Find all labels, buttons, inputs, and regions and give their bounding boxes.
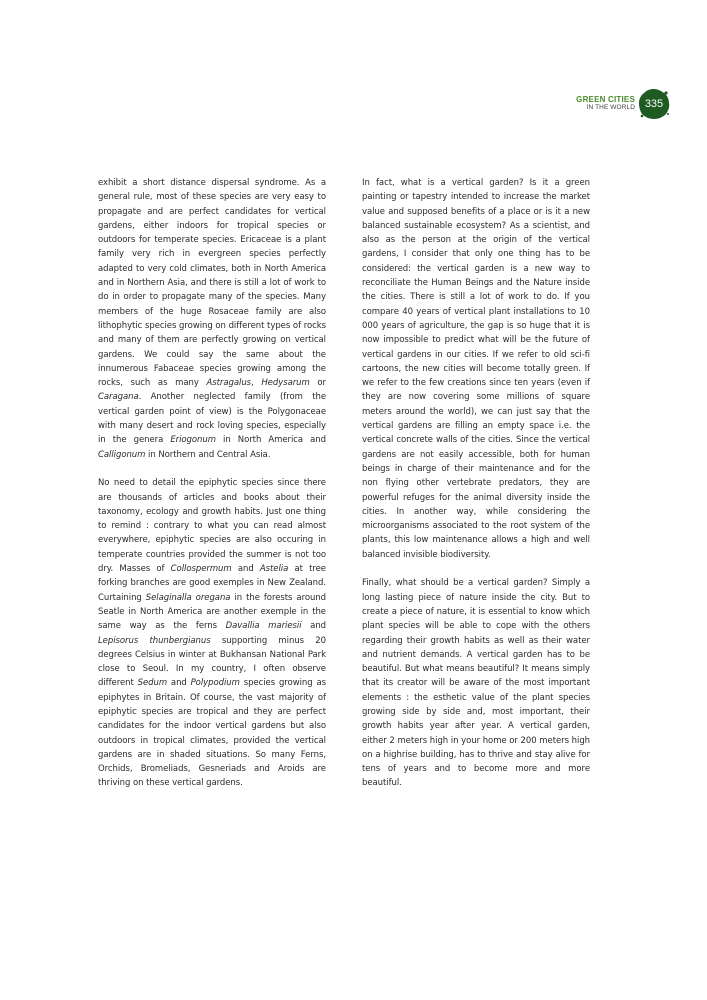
right-column — [362, 176, 590, 791]
body-paragraph — [98, 176, 326, 462]
genus-name: Astragalus — [206, 378, 252, 389]
text-run: species growing as epiphytes in Britain. Of course, the vast majority of epiphytic species are tropical and they are perfect candidates for the indoor vertical gardens but also outdoors in tropical climates, provided the vertical gardens are in shaded situations. So many Ferns, Orchids, Bromeliads, Gesneriads and Aroids are thriving on these vertical gardens. — [98, 678, 326, 789]
publication-brand — [576, 96, 635, 112]
body-paragraph: Finally, what should be a vertical garden? Simply a long lasting piece of nature inside the city. But to create a piece of nature, it is essential to know which plant species will be able to cope with the others regarding their growth habits as well as their water and nutrient demands. A vertical garden has to be beautiful. But what means beautiful? It means simply that its creator will be aware of the most important elements : the esthetic value of the plant species growing side by side and, most important, their growth habits year after year. A vertical garden, either 2 meters high in your home or 200 meters high on a highrise building, has to thrive and stay alive for tens of years and to become more and more beautiful. — [362, 578, 590, 789]
text-run: or — [309, 378, 326, 389]
text-run: in North America and — [215, 435, 326, 446]
genus-name: Polypodium — [190, 678, 240, 689]
running-header — [576, 88, 671, 120]
species-name: Lepisorus thunbergianus — [98, 635, 211, 646]
species-name: Davallia mariesii — [225, 621, 302, 632]
text-run: exhibit a short distance dispersal syndrome. As a general rule, most of these species are very easy to propagate and are perfect candidates for vertical gardens, either indoors for tropical species or outdoors for temperate species. Ericaceae is a plant family very rich in evergreen species perfectly adapted to very cold climates, both in North America and in Northern Asia, and there is still a lot of work to do in order to propagate many of the species. Many members of the huge Rosaceae family are also lithophytic species growing on different types of rocks and many of them are perfectly growing on vertical gardens. We could say the same about the innumerous Fabaceae species growing among the rocks, such as many — [98, 178, 326, 389]
body-paragraph: In fact, what is a vertical garden? Is it a green painting or tapestry intended to increase the market value and supposed benefits of a place or is it a new balanced sustainable ecosystem? As a scientist, and also as the person at the origin of the vertical gardens, I consider that only one thing has to be considered: the vertical garden is a new way to reconciliate the Human Beings and the Nature inside the cities. There is still a lot of work to do. If you compare 40 years of vertical plant installations to 10 000 years of agriculture, the gap is so huge that it is now impossible to predict what will be the future of vertical gardens in our cities. If we refer to old sci-fi cartoons, the new cities will become totally green. If we refer to the few creations since ten years (even if they are now covering some millions of square meters around the world), we can just say that the vertical gardens are filling an empty space i.e. the vertical concrete walls of the cities. Since the vertical gardens are not easily accessible, both for human beings in charge of their maintenance and for the non flying other vertebrate predators, they are powerful refuges for the animal diversity inside the cities. In another way, while considering the microorganisms associated to the root system of the plants, this low maintenance allows a high and well balanced invisible biodiversity. — [362, 178, 590, 560]
species-name: Selaginalla oregana — [145, 592, 231, 603]
genus-name: Hedysarum — [261, 378, 310, 389]
text-run: No need to detail the epiphytic species since there are thousands of articles and books about their taxonomy, ecology and growth habits. Just one thing to remind : contrary to what you can read almost everywhere, epiphytic species are also occuring in temperate countries provided the summer is not too dry. Masses of — [98, 478, 326, 575]
text-run: in Northern and Central Asia. — [145, 449, 271, 460]
left-column — [98, 176, 326, 791]
page-number-badge — [637, 87, 671, 121]
text-run: , — [251, 378, 262, 389]
genus-name: Calligonum — [98, 449, 146, 460]
text-run: . Another neglected family (from the vertical garden point of view) is the Polygonaceae with many desert and rock loving species, especially in the genera — [98, 392, 326, 446]
text-run: and — [231, 564, 260, 575]
genus-name: Eriogonum — [170, 435, 216, 446]
text-run: supporting minus 20 degrees Celsius in winter at Bukhansan National Park close to Seoul. In my country, I often observe different — [98, 635, 327, 689]
text-run: and — [167, 678, 191, 689]
genus-name: Caragana — [98, 392, 139, 403]
text-run: and — [301, 621, 326, 632]
genus-name: Collospermum — [170, 564, 232, 575]
text-run: in the forests around Seatle in North America are another exemple in the same way as the ferns — [98, 592, 327, 632]
page-number: 335 — [644, 98, 664, 110]
genus-name: Sedum — [137, 678, 168, 689]
genus-name: Astelia — [259, 564, 289, 575]
text-run: at tree forking branches are good exemples in New Zealand. Curtaining — [98, 564, 326, 603]
brand-subtitle: IN THE WORLD — [586, 104, 635, 112]
brand-title: GREEN CITIES — [576, 95, 635, 105]
body-paragraph — [98, 476, 326, 791]
